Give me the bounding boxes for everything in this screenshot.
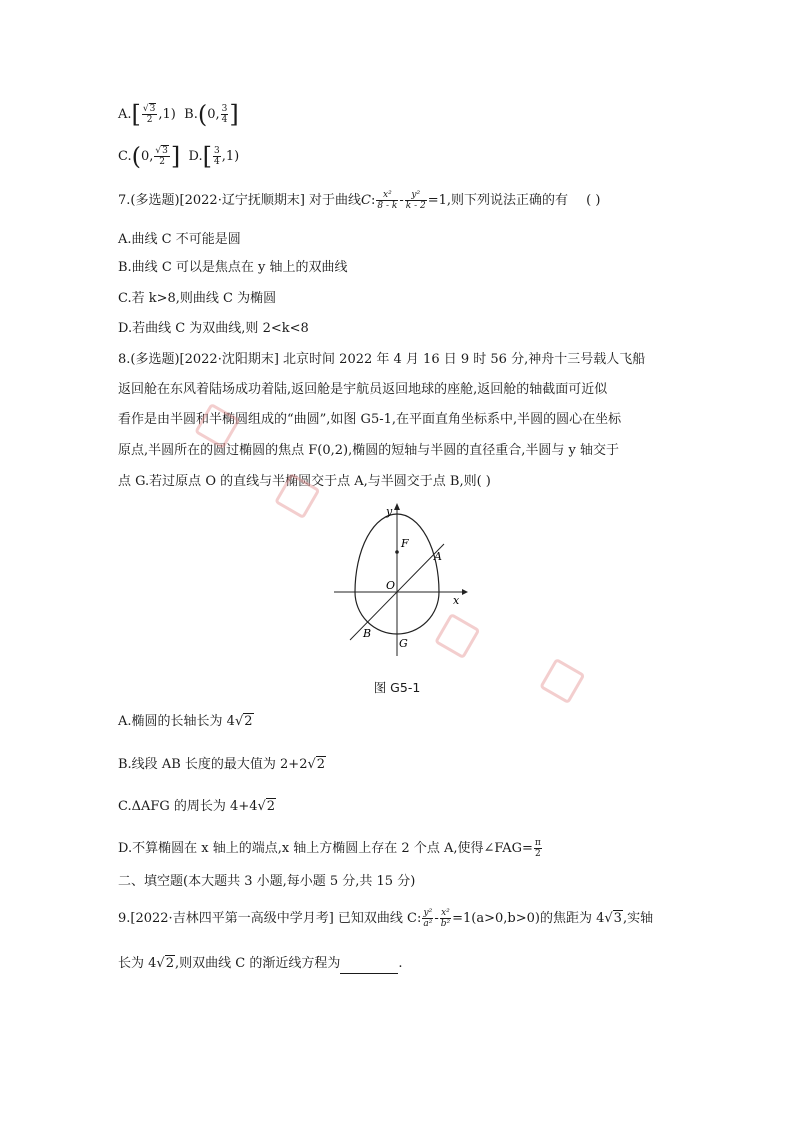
q6-optB-head: 0, (207, 107, 220, 122)
q6-optB-fraction: $\frac{3}{4}$ (221, 104, 228, 125)
answer-paren: ( ) (586, 193, 601, 208)
bracket: [ (131, 100, 141, 129)
x-axis-arrow (462, 589, 468, 595)
sqrt-icon: √ (604, 911, 613, 926)
focus-point (395, 550, 399, 554)
sqrt-icon: √ (156, 956, 165, 971)
q7-option-a: A.曲线 C 不可能是圆 (118, 232, 241, 247)
q7-stem-prefix: 7.(多选题)[2022·辽宁抚顺期末] 对于曲线 (118, 193, 362, 208)
q6-option-row-2: C.(0, $\frac{√3}{2}$ ] D.[ $\frac{3}{4}$ ,1) (118, 142, 240, 171)
q9-line-2 (118, 954, 402, 974)
q7-stem-suffix: =1,则下列说法正确的有 (427, 193, 568, 208)
q6-optB-label: B. (184, 107, 198, 122)
q7-fraction-2: $\frac{\text{y²}}{k - 2}$ (405, 190, 426, 211)
q8-optC-sqrt: 2 (266, 799, 276, 814)
label-B: B (363, 627, 372, 640)
x-axis-label: x (453, 594, 460, 607)
q7-curve-name: C (361, 193, 371, 208)
label-G: G (399, 637, 408, 650)
sqrt-icon: √ (307, 757, 316, 772)
q9-fraction-2: $\frac{\text{x²}}{\text{b²}}$ (440, 908, 451, 929)
q8-stem-line-3: 看作是由半圆和半椭圆组成的“曲圆”,如图 G5-1,在平面直角坐标系中,半圆的圆心在坐标 (118, 412, 622, 427)
sqrt-icon: √ (257, 799, 266, 814)
q9-line2-middle: ,则双曲线 C 的渐近线方程为 (174, 956, 341, 971)
watermark (539, 658, 589, 706)
watermark-logo-icon (539, 658, 585, 704)
q9-stem-suffix: ,实轴 (622, 911, 654, 926)
q7-stem: 7.(多选题)[2022·辽宁抚顺期末] 对于曲线C: $\frac{\text{x²}}{8 - k}$ - $\frac{\text{y²}}{k - 2}$ =1,则下列说法正确的有 ( ) (118, 190, 601, 211)
q8-optB-text: B.线段 AB 长度的最大值为 2+2 (118, 757, 308, 772)
q7-option-b: B.曲线 C 可以是焦点在 y 轴上的双曲线 (118, 260, 348, 275)
q6-optA-label: A. (118, 107, 132, 122)
q8-option-a (118, 712, 254, 732)
label-F: F (401, 537, 409, 550)
y-axis-arrow (394, 503, 400, 510)
q8-stem-line-5: 点 G.若过原点 O 的直线与半椭圆交于点 A,与半圆交于点 B,则( ) (118, 474, 491, 489)
q6-optC-fraction: $\frac{√3}{2}$ (155, 146, 168, 167)
figure-caption: 图 G5-1 (373, 680, 421, 695)
answer-blank[interactable] (340, 959, 398, 974)
q9-sqrt-2: 2 (165, 956, 174, 971)
q8-optD-fraction: $\frac{\pi}{2}$ (534, 838, 541, 859)
sqrt-icon: √ (234, 714, 244, 729)
q9-fraction-1: $\frac{\text{y²}}{\text{a²}}$ (423, 908, 433, 929)
q8-stem-line-1: 8.(多选题)[2022·沈阳期末] 北京时间 2022 年 4 月 16 日 9 时 56 分,神舟十三号载人飞船 (118, 352, 646, 367)
q9-sqrt-1: 3 (613, 911, 622, 926)
q9-line2-end: . (398, 956, 403, 971)
q6-optC-label: C. (118, 149, 132, 164)
label-A: A (434, 550, 442, 563)
q8-optC-text: C.ΔAFG 的周长为 4+4 (118, 799, 258, 814)
q6-optD-tail: ,1) (221, 149, 240, 164)
q8-optA-sqrt: 2 (244, 714, 253, 729)
q8-optB-sqrt: 2 (316, 757, 326, 772)
q9-stem-prefix: 9.[2022·吉林四平第一高级中学月考] 已知双曲线 C: (118, 911, 422, 926)
q8-option-c (118, 797, 276, 817)
q8-option-b (118, 755, 326, 775)
q9-stem: 9.[2022·吉林四平第一高级中学月考] 已知双曲线 C: $\frac{\text{y²}}{\text{a²}}$ - $\frac{\text{x²}}{\text{b²}}$ =1(a>0,b>0)的焦距为 4√3,实轴 (118, 908, 654, 929)
q8-optD-text: D.不算椭圆在 x 轴上的端点,x 轴上方椭圆上存在 2 个点 A,使得∠FAG= (118, 841, 533, 856)
q6-optA-fraction: $\frac{√3}{2}$ (142, 104, 156, 125)
q8-optA-text: A.椭圆的长轴长为 4 (118, 714, 235, 729)
q6-optD-label: D. (188, 149, 203, 164)
q8-stem-line-2: 返回舱在东风着陆场成功着陆,返回舱是宇航员返回地球的座舱,返回舱的轴截面可近似 (118, 382, 608, 397)
q6-option-row-1: A.[ $\frac{√3}{2}$ ,1) B.(0, $\frac{3}{4}$ ] (118, 100, 239, 129)
q9-stem-middle: =1(a>0,b>0)的焦距为 4 (452, 911, 605, 926)
q6-optD-fraction: $\frac{3}{4}$ (214, 146, 220, 167)
q7-option-d: D.若曲线 C 为双曲线,则 2<k<8 (118, 321, 309, 336)
y-axis-label: y (386, 505, 393, 518)
label-O: O (386, 579, 396, 592)
q8-stem-line-4: 原点,半圆所在的圆过椭圆的焦点 F(0,2),椭圆的短轴与半圆的直径重合,半圆与 y 轴交于 (118, 443, 619, 458)
q8-option-d (118, 838, 543, 859)
q6-optC-head: 0, (141, 149, 154, 164)
q6-optA-tail: ,1) (158, 107, 176, 122)
q7-option-c: C.若 k>8,则曲线 C 为椭圆 (118, 291, 277, 306)
q9-line2-prefix: 长为 4 (118, 956, 157, 971)
section-title: 二、填空题(本大题共 3 小题,每小题 5 分,共 15 分) (118, 874, 416, 889)
q7-fraction-1: $\frac{\text{x²}}{8 - k}$ (377, 190, 398, 211)
